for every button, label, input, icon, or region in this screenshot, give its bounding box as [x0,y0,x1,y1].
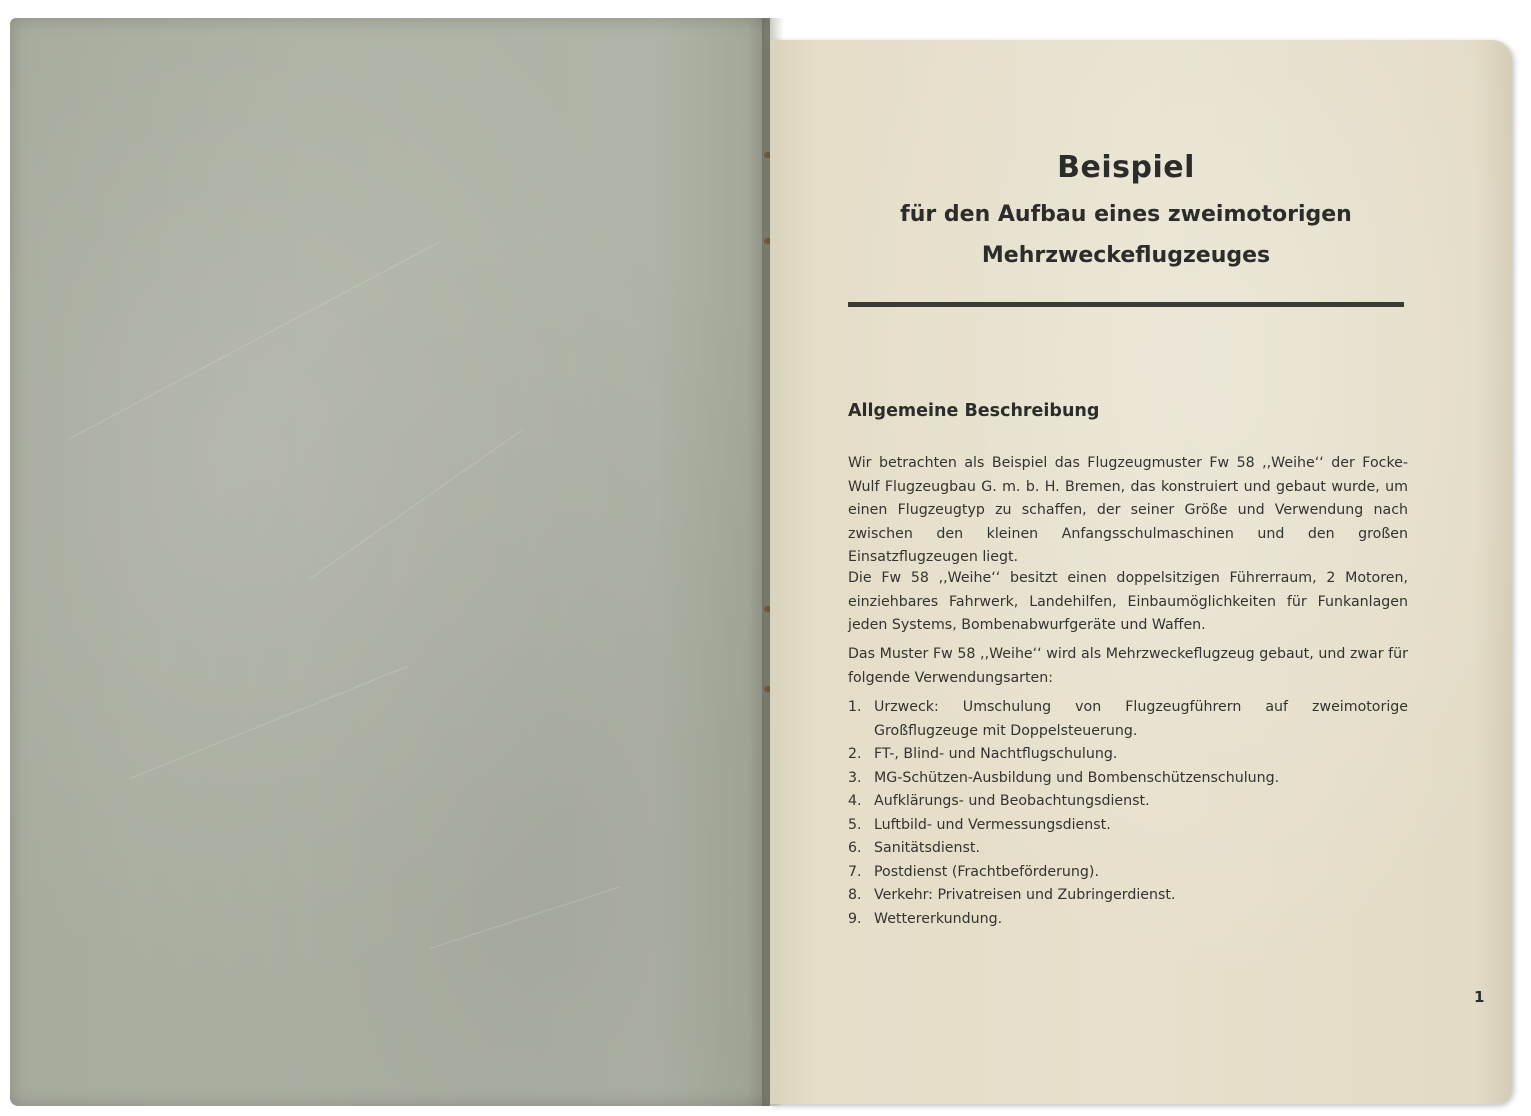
paper-crease [130,666,409,779]
list-item-text: Urzweck: Umschulung von Flugzeugführern auf zweimotorige Großflugzeuge mit Doppelsteuerung. [874,699,1408,739]
list-item [848,790,1408,814]
list-item-text: Postdienst (Frachtbeförderung). [874,863,1099,880]
list-item [848,861,1408,885]
list-item [848,743,1408,767]
paper-crease [430,886,621,949]
paragraph-equipment: Die Fw 58 ,,Weihe‘‘ besitzt einen doppelsitzigen Führerraum, 2 Motoren, einziehbares Fahrwerk, Landehilfen, Einbaumöglichkeiten für Funkanlagen jeden Systems, Bombenabwurfgeräte und Waffen. [848,570,1408,633]
paper-crease [310,429,524,579]
list-item-number: 9. [848,910,862,927]
list-item [848,884,1408,908]
list-item-text: Sanitätsdienst. [874,840,980,856]
list-item-number: 6. [848,840,862,856]
title-rule [848,302,1404,307]
right-page [770,40,1512,1104]
page-subtitle-line1: für den Aufbau eines zweimotorigen [900,202,1352,227]
list-item [848,837,1408,861]
paragraph-uses-intro: Das Muster Fw 58 ,,Weihe‘‘ wird als Mehrzweckeflugzeug gebaut, und zwar für folgende Verwendungsarten: [848,646,1408,686]
list-item-number: 3. [848,769,862,786]
uses-list [848,696,1408,931]
list-item-number: 5. [848,816,862,833]
list-item-number: 2. [848,746,862,762]
list-item-text: MG-Schützen-Ausbildung und Bombenschützenschulung. [874,769,1280,786]
list-item-text: Aufklärungs- und Beobachtungsdienst. [874,793,1150,809]
list-item-text: FT-, Blind- und Nachtflugschulung. [874,746,1118,762]
list-item-number: 8. [848,887,862,903]
list-item [848,767,1408,791]
section-heading: Allgemeine Beschreibung [848,401,1100,421]
list-item-text: Wettererkundung. [874,910,1003,927]
left-page-inside-cover [10,18,770,1106]
paper-crease [70,241,441,439]
page-subtitle-line2: Mehrzweckeflugzeuges [981,243,1271,268]
list-item [848,908,1408,932]
list-item-number: 4. [848,793,862,809]
paragraph-intro: Wir betrachten als Beispiel das Flugzeugmuster Fw 58 ,,Weihe‘‘ der Focke-Wulf Flugzeugbau G. m. b. H. Bremen, das konstruiert und gebaut wurde, um einen Flugzeugtyp zu schaffen, der seiner Größe und Verwendung nach zwischen den kleinen Anfangsschulmaschinen und den großen Einsatzflugzeugen liegt. [848,455,1408,565]
list-item-text: Luftbild- und Vermessungsdienst. [874,816,1111,833]
list-item-number: 7. [848,863,862,880]
page-number: 1 [1474,988,1485,1006]
list-item-text: Verkehr: Privatreisen und Zubringerdienst. [874,887,1176,903]
page-title: Beispiel [1057,150,1195,185]
list-item [848,696,1408,743]
list-item [848,814,1408,838]
list-item-number: 1. [848,699,862,715]
